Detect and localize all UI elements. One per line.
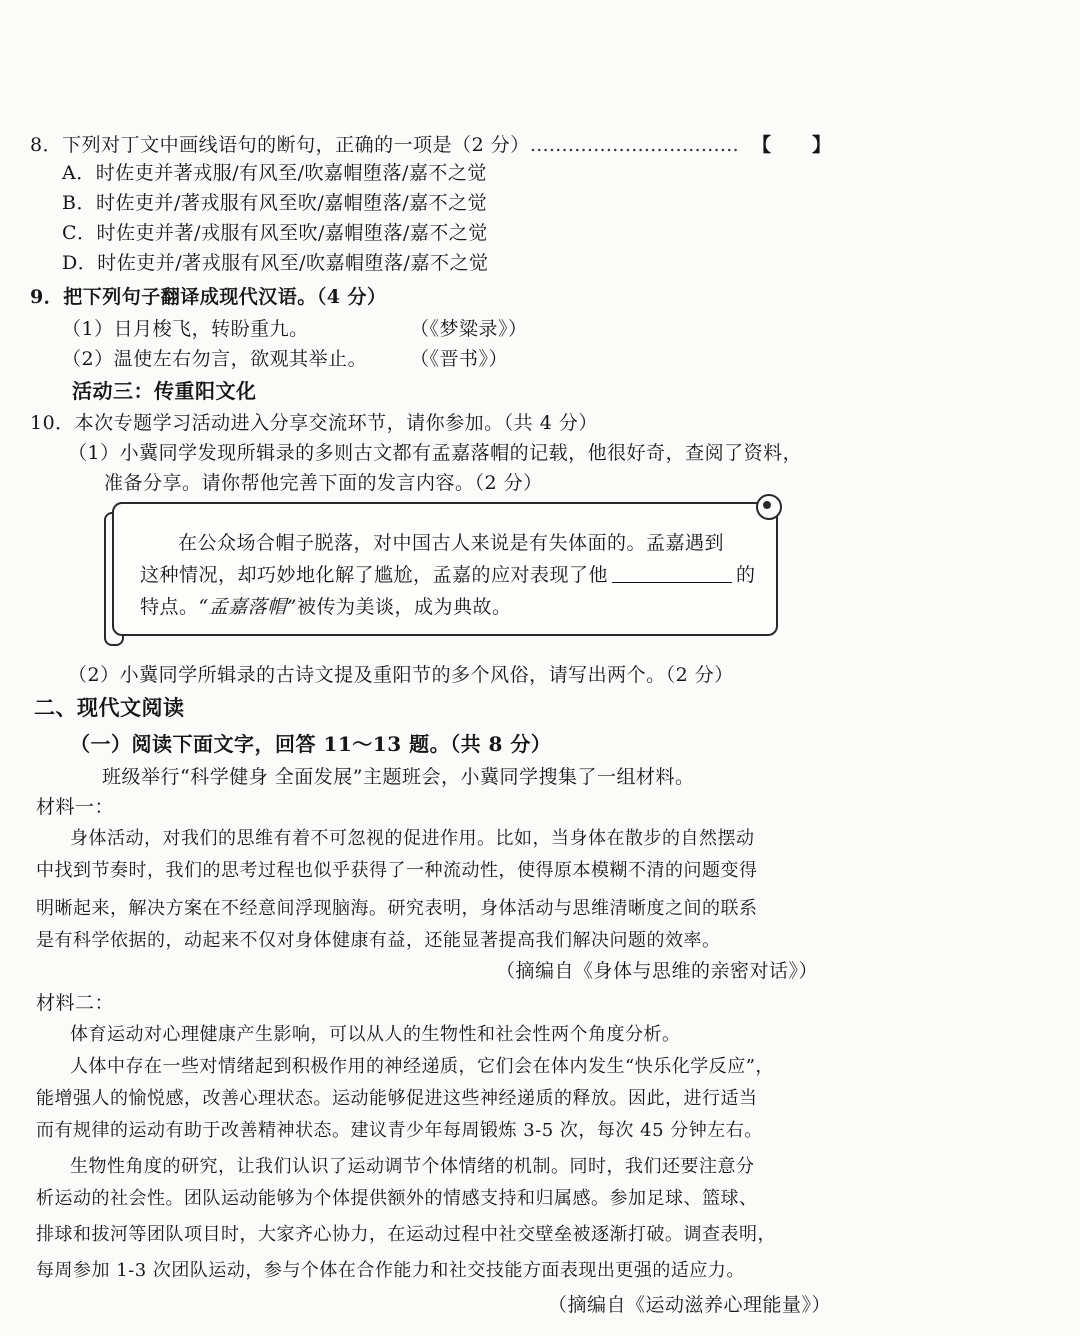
scroll-line-1: 在公众场合帽子脱落，对中国古人来说是有失体面的。孟嘉遇到 bbox=[178, 532, 725, 554]
q10-stem: 10．本次专题学习活动进入分享交流环节，请你参加。（共 4 分） bbox=[30, 412, 598, 434]
material-2-source: （摘编自《运动滋养心理能量》） bbox=[548, 1294, 832, 1316]
scroll-knob-icon bbox=[756, 494, 782, 520]
scroll-line-3-a: 特点。 bbox=[140, 596, 199, 618]
q8-answer-bracket-right: 】 bbox=[812, 134, 832, 156]
scroll-line-3-quote: “孟嘉落帽” bbox=[198, 596, 297, 618]
material-2-line: 体育运动对心理健康产生影响，可以从人的生物性和社会性两个角度分析。 bbox=[70, 1024, 681, 1045]
material-1-line: 是有科学依据的，动起来不仅对身体健康有益，还能显著提高我们解决问题的效率。 bbox=[36, 930, 721, 951]
q9-stem: 9．把下列句子翻译成现代汉语。（4 分） bbox=[30, 286, 387, 308]
q9-item-2: （2）温使左右勿言，欲观其举止。 bbox=[62, 348, 368, 370]
q10-sub2: （2）小冀同学所辑录的古诗文提及重阳节的多个风俗，请写出两个。（2 分） bbox=[68, 664, 734, 686]
material-1-label: 材料一： bbox=[36, 796, 115, 818]
q9-item-1: （1）日月梭飞，转盼重九。 bbox=[62, 318, 309, 340]
scroll-line-3 bbox=[140, 594, 511, 620]
scroll-line-2 bbox=[140, 562, 756, 588]
section-intro: 班级举行“科学健身 全面发展”主题班会，小冀同学搜集了一组材料。 bbox=[102, 766, 695, 788]
material-1-line: 中找到节奏时，我们的思考过程也似乎获得了一种流动性，使得原本模糊不清的问题变得 bbox=[36, 860, 758, 881]
q8-option-c: C．时佐吏并著/戎服有风至吹/嘉帽堕落/嘉不之觉 bbox=[62, 222, 488, 244]
material-2-line: 排球和拔河等团队项目时，大家齐心协力，在运动过程中社交壁垒被逐渐打破。调查表明， bbox=[36, 1224, 776, 1245]
q9-item-2-source: （《晋书》） bbox=[410, 348, 509, 370]
answer-blank[interactable] bbox=[612, 564, 732, 583]
scroll-line-2-tail: 的 bbox=[736, 564, 756, 586]
q8-option-d: D．时佐吏并/著戎服有风至/吹嘉帽堕落/嘉不之觉 bbox=[62, 252, 489, 274]
scroll-line-3-c: 被传为美谈，成为典故。 bbox=[296, 596, 512, 618]
q8-stem-line bbox=[30, 132, 739, 158]
material-2-line: 而有规律的运动有助于改善精神状态。建议青少年每周锻炼 3-5 次，每次 45 分钟左右。 bbox=[36, 1120, 763, 1141]
q10-sub1-line1: （1）小冀同学发现所辑录的多则古文都有孟嘉落帽的记载，他很好奇，查阅了资料， bbox=[68, 442, 803, 464]
part-heading: （一）阅读下面文字，回答 11～13 题。（共 8 分） bbox=[70, 732, 552, 756]
q9-item-1-source: （《梦粱录》） bbox=[410, 318, 528, 340]
q8-answer-bracket-left: 【 bbox=[752, 134, 772, 156]
q8-option-a: A．时佐吏并著戎服/有风至/吹嘉帽堕落/嘉不之觉 bbox=[62, 162, 487, 184]
material-2-line: 生物性角度的研究，让我们认识了运动调节个体情绪的机制。同时，我们还要注意分 bbox=[70, 1156, 755, 1177]
material-1-source: （摘编自《身体与思维的亲密对话》） bbox=[496, 960, 819, 982]
material-2-line: 每周参加 1-3 次团队运动，参与个体在合作能力和社交技能方面表现出更强的适应力。 bbox=[36, 1260, 745, 1281]
q10-sub1-line2: 准备分享。请你帮他完善下面的发言内容。（2 分） bbox=[104, 472, 543, 494]
material-2-line: 人体中存在一些对情绪起到积极作用的神经递质，它们会在体内发生“快乐化学反应”， bbox=[70, 1056, 774, 1077]
activity-heading: 活动三：传重阳文化 bbox=[72, 379, 257, 403]
material-2-label: 材料二： bbox=[36, 992, 115, 1014]
scroll-line-2-text: 这种情况，却巧妙地化解了尴尬，孟嘉的应对表现了他 bbox=[140, 564, 609, 586]
q8-stem: 8．下列对丁文中画线语句的断句，正确的一项是（2 分） bbox=[30, 134, 530, 156]
material-1-line: 明晰起来，解决方案在不经意间浮现脑海。研究表明，身体活动与思维清晰度之间的联系 bbox=[36, 898, 758, 919]
material-2-line: 析运动的社会性。团队运动能够为个体提供额外的情感支持和归属感。参加足球、篮球、 bbox=[36, 1188, 758, 1209]
q8-option-b: B．时佐吏并/著戎服有风至吹/嘉帽堕落/嘉不之觉 bbox=[62, 192, 488, 214]
material-1-line: 身体活动，对我们的思维有着不可忽视的促进作用。比如，当身体在散步的自然摆动 bbox=[70, 828, 755, 849]
q8-leader-dots: …………………………… bbox=[529, 134, 739, 156]
section-heading: 二、现代文阅读 bbox=[34, 695, 185, 720]
material-2-line: 能增强人的愉悦感，改善心理状态。运动能够促进这些神经递质的释放。因此，进行适当 bbox=[36, 1088, 758, 1109]
